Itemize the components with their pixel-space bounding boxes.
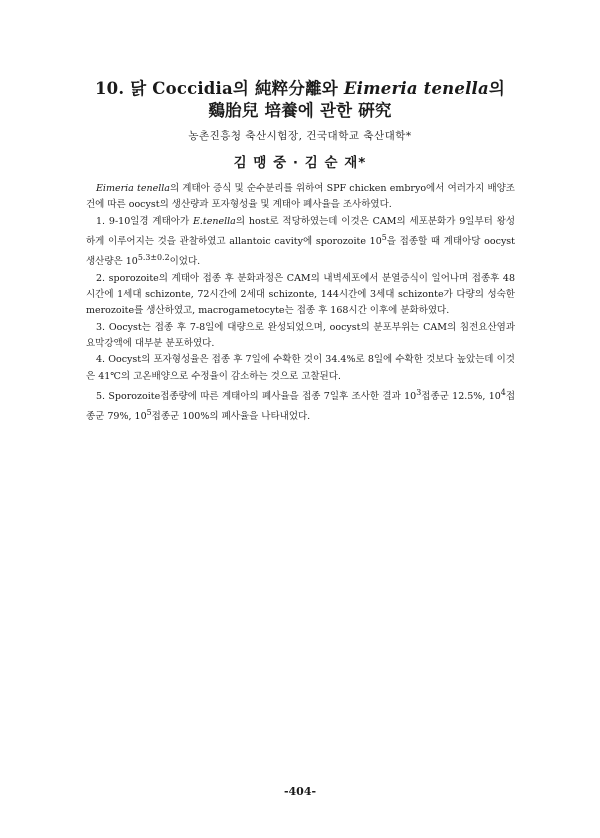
item-1-species: E.tenella — [192, 215, 236, 227]
page-number: -404- — [283, 785, 317, 798]
item-1-sup-2: 5.3±0.2 — [137, 253, 170, 263]
intro-species: Eimeria tenella — [96, 183, 170, 194]
item-5 — [86, 385, 515, 426]
item-5-sup-1: 3 — [416, 387, 422, 397]
item-5-sup-3: 5 — [146, 408, 152, 418]
item-5-sup-2: 4 — [500, 387, 506, 397]
item-1-text-c: 을 접종할 때 계태아당 oocyst 생산량은 10 — [86, 236, 515, 268]
item-1-text-a: 1. 9-10일경 계태아가 — [96, 215, 193, 227]
item-1-text-b: 의 host로 적당하였는데 이것은 CAM의 세포분화가 9일부터 왕성하게 이루어지는 것을 관찰하였고 allantoic cavity에 sporozoite 10 — [86, 215, 516, 248]
intro-text: 의 계태아 증식 및 순수분리를 위하여 SPF chicken embryo에서 여러가지 배양조건에 따른 oocyst의 생산량과 포자형성율 및 계태아 폐사율을 조사하였다. — [86, 183, 515, 211]
intro-paragraph — [86, 181, 515, 214]
title-species: Eimeria tenella — [343, 79, 489, 98]
title-part-2: 의 — [488, 79, 506, 98]
paper-title — [0, 78, 600, 122]
abstract-body — [86, 181, 515, 426]
item-4: 4. Oocyst의 포자형성율은 접종 후 7일에 수확한 것이 34.4%로 8일에 수확한 것보다 높았는데 이것은 41℃의 고온배양으로 수정율이 감소하는 것으로 고찰된다. — [86, 354, 515, 382]
title-part-1: 10. 닭 Coccidia의 純粹分離와 — [94, 79, 338, 98]
authors: 김 맹 중 · 김 순 재* — [233, 155, 367, 171]
title-line-2: 鷄胎兒 培養에 관한 硏究 — [208, 101, 392, 120]
item-5-text-c: 접종군 79%, 10 — [86, 391, 516, 423]
item-5-text-a: 5. Sporozoite접종량에 따른 계태아의 폐사율을 접종 7일후 조사한 결과 10 — [96, 391, 417, 403]
affiliation: 농촌진흥청 축산시험장, 건국대학교 축산대학* — [188, 130, 412, 142]
item-1 — [86, 214, 515, 271]
item-5-text-b: 접종군 12.5%, 10 — [421, 391, 501, 403]
item-1-text-d: 이었다. — [169, 256, 201, 268]
item-5-text-d: 접종군 100%의 폐사율을 나타내었다. — [151, 411, 311, 423]
title-line-1 — [0, 78, 600, 100]
item-2: 2. sporozoite의 계태아 접종 후 분화과정은 CAM의 내벽세포에서 분열증식이 일어나며 접종후 48시간에 1세대 schizonte, 72시간에 2세대 schizonte, 144시간에 3세대 schizonte가 다량의 성숙한 merozoite를 생산하였고, macrogametocyte는 접종 후 168시간 이후에 분화하였다. — [86, 272, 515, 317]
item-3: 3. Oocyst는 접종 후 7-8일에 대량으로 완성되었으며, oocyst의 분포부위는 CAM의 침전요산염과 요막강액에 대부분 분포하였다. — [86, 321, 515, 349]
item-1-sup-1: 5 — [381, 232, 387, 242]
